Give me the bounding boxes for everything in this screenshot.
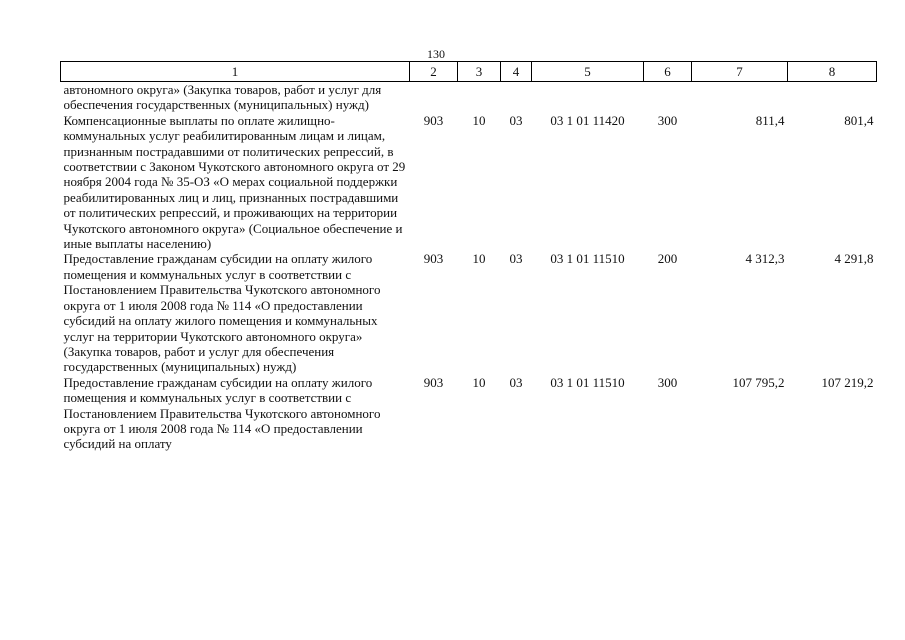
row-target	[532, 82, 644, 113]
row-subsection: 03	[509, 112, 523, 128]
row-subsection	[501, 82, 532, 113]
row-target: 03 1 01 11420	[550, 112, 625, 128]
header-col-8: 8	[788, 62, 877, 82]
row-target: 03 1 01 11510	[550, 251, 625, 267]
row-name: автономного округа» (Закупка товаров, работ и услуг для обеспечения государственных (муниципальных) нужд)	[63, 82, 382, 113]
row-sum1: 811,4	[755, 112, 785, 128]
header-col-6: 6	[644, 62, 692, 82]
table-header	[61, 62, 877, 82]
row-sum2: 4 291,8	[834, 251, 874, 267]
row-type: 300	[657, 374, 678, 390]
row-subsection: 03	[509, 374, 523, 390]
row-sum1: 4 312,3	[745, 251, 785, 267]
row-ministry	[410, 82, 458, 113]
table-row	[61, 82, 877, 113]
header-col-3: 3	[458, 62, 501, 82]
header-col-5: 5	[532, 62, 644, 82]
row-section: 10	[472, 251, 486, 267]
header-row	[61, 62, 877, 82]
table-row	[61, 375, 877, 452]
row-section: 10	[472, 374, 486, 390]
row-subsection: 03	[509, 251, 523, 267]
row-target: 03 1 01 11510	[550, 374, 625, 390]
row-section	[458, 82, 501, 113]
row-ministry: 903	[423, 374, 444, 390]
table-row	[61, 251, 877, 374]
header-col-2: 2	[410, 62, 458, 82]
row-type: 200	[657, 251, 678, 267]
row-sum2	[788, 82, 877, 113]
header-col-1: 1	[61, 62, 410, 82]
row-type	[644, 82, 692, 113]
row-ministry: 903	[423, 112, 444, 128]
row-sum1	[692, 82, 788, 113]
row-name: Компенсационные выплаты по оплате жилищно-коммунальных услуг реабилитированным лицам и лицам, признанным пострадавшими от политических репрессий, в соответствии с Законом Чукотского автономного округа от 29 ноября 2004 года № 35-ОЗ «О мерах социальной поддержки реабилитированных лиц и лиц, признанных пострадавшими от политических репрессий, и проживающих на территории Чукотского автономного округа» (Социальное обеспечение и иные выплаты населению)	[63, 112, 406, 252]
row-sum1: 107 795,2	[732, 374, 785, 390]
row-name: Предоставление гражданам субсидии на оплату жилого помещения и коммунальных услуг в соответствии с Постановлением Правительства Чукотского автономного округа от 1 июля 2008 года № 114 «О предоставлении субсидий на оплату жилого помещения и коммунальных услуг на территории Чукотского автономного округа» (Закупка товаров, работ и услуг для обеспечения государственных (муниципальных) нужд)	[63, 251, 381, 375]
row-name: Предоставление гражданам субсидии на оплату жилого помещения и коммунальных услуг в соответствии с Постановлением Правительства Чукотского автономного округа от 1 июля 2008 года № 114 «О предоставлении субсидий на оплату	[63, 374, 381, 452]
page-number: 130	[427, 47, 445, 61]
header-col-4: 4	[501, 62, 532, 82]
row-sum2: 801,4	[844, 112, 874, 128]
table-body	[61, 82, 877, 452]
row-type: 300	[657, 112, 678, 128]
table-row	[61, 113, 877, 252]
row-section: 10	[472, 112, 486, 128]
row-ministry: 903	[423, 251, 444, 267]
row-sum2: 107 219,2	[821, 374, 874, 390]
budget-table	[60, 61, 877, 452]
header-col-7: 7	[692, 62, 788, 82]
